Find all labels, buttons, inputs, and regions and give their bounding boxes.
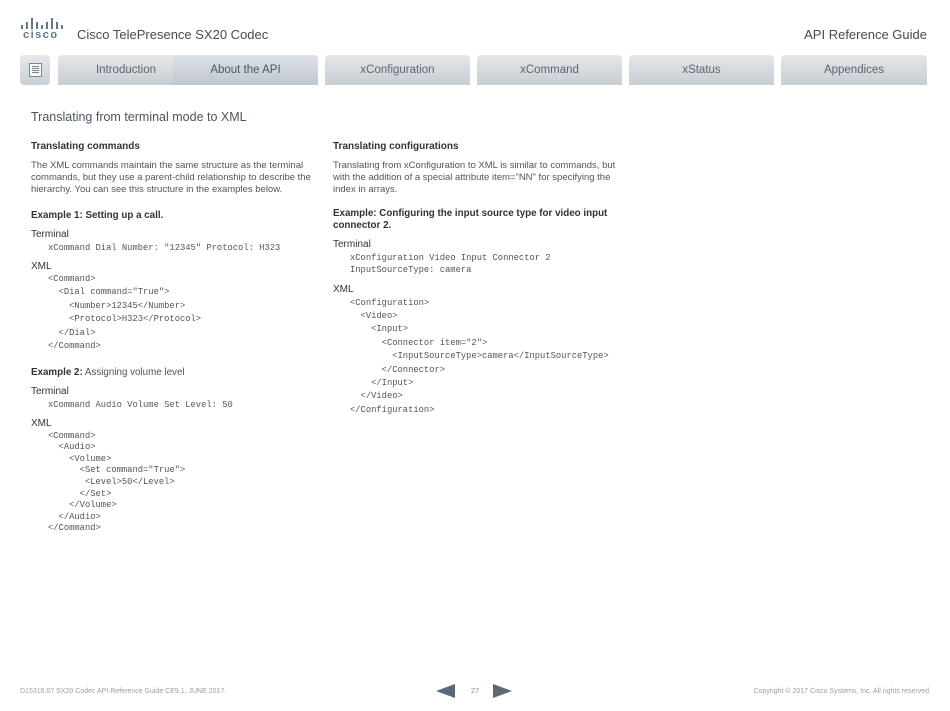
page-number: 27 <box>470 686 480 695</box>
tab-appendices[interactable]: Appendices <box>781 55 927 85</box>
tab-about-the-api[interactable]: About the API <box>173 55 318 85</box>
page-navigator <box>436 684 514 698</box>
example1-xml-code: <Command> <Dial command="True"> <Number>12345</Number> <Protocol>H323</Protocol> </Dial> </Command> <box>48 273 202 352</box>
example2-terminal-label: Terminal <box>31 386 69 398</box>
left-column <box>31 141 316 535</box>
product-title: Cisco TelePresence SX20 Codec <box>77 27 269 42</box>
previous-page-arrow-icon[interactable] <box>436 684 455 698</box>
config-terminal-code: xConfiguration Video Input Connector 2 InputSourceType: camera <box>350 252 551 275</box>
page-heading: Translating from terminal mode to XML <box>31 110 247 124</box>
example1-terminal-code: xCommand Dial Number: "12345" Protocol: H323 <box>48 243 281 254</box>
guide-title: API Reference Guide <box>804 27 927 42</box>
example2-title: Example 2: Assigning volume level <box>31 366 185 378</box>
footer-copyright: Copyright © 2017 Cisco Systems, Inc. All rights reserved. <box>753 688 931 695</box>
commands-intro: The XML commands maintain the same structure as the terminal commands, but they use a parent-child relationship to describe the hierarchy. You can see this structure in the examples below. <box>31 160 311 196</box>
config-terminal-label: Terminal <box>333 238 371 250</box>
section-title-commands: Translating commands <box>31 141 140 152</box>
right-column <box>333 141 618 417</box>
tab-introduction[interactable]: Introduction <box>58 55 194 85</box>
section-title-configurations: Translating configurations <box>333 141 459 152</box>
next-page-arrow-icon[interactable] <box>493 684 512 698</box>
example2-terminal-code: xCommand Audio Volume Set Level: 50 <box>48 400 233 411</box>
tab-xconfiguration[interactable]: xConfiguration <box>325 55 470 85</box>
example1-xml-label: XML <box>31 260 52 272</box>
document-list-icon <box>29 63 42 77</box>
cisco-logo <box>20 16 68 42</box>
configurations-intro: Translating from xConfiguration to XML is similar to commands, but with the addition of a special attribute item="NN" for specifying the index in arrays. <box>333 160 616 196</box>
tab-xcommand[interactable]: xCommand <box>477 55 622 85</box>
example1-terminal-label: Terminal <box>31 229 69 241</box>
cisco-logo-bars-icon <box>20 16 68 29</box>
example2-xml-label: XML <box>31 417 52 429</box>
example2-xml-code: <Command> <Audio> <Volume> <Set command="True"> <Level>50</Level> </Set> </Volume> </Audio> </Command> <box>48 430 186 534</box>
example1-title: Example 1: Setting up a call. <box>31 209 164 221</box>
contents-menu-button[interactable] <box>20 55 50 85</box>
config-xml-label: XML <box>333 283 354 295</box>
config-xml-code: <Configuration> <Video> <Input> <Connector item="2"> <InputSourceType>camera</InputSourceType> </Connector> </Input> </Video> </Configuration> <box>350 297 609 415</box>
footer-document-reference: D15316.07 SX20 Codec API Reference Guide CE9.1, JUNE 2017. <box>20 688 227 695</box>
cisco-logo-text: cisco <box>23 29 59 41</box>
top-navigation <box>20 55 927 85</box>
tab-xstatus[interactable]: xStatus <box>629 55 774 85</box>
config-example-title: Example: Configuring the input source type for video input connector 2. <box>333 207 608 232</box>
